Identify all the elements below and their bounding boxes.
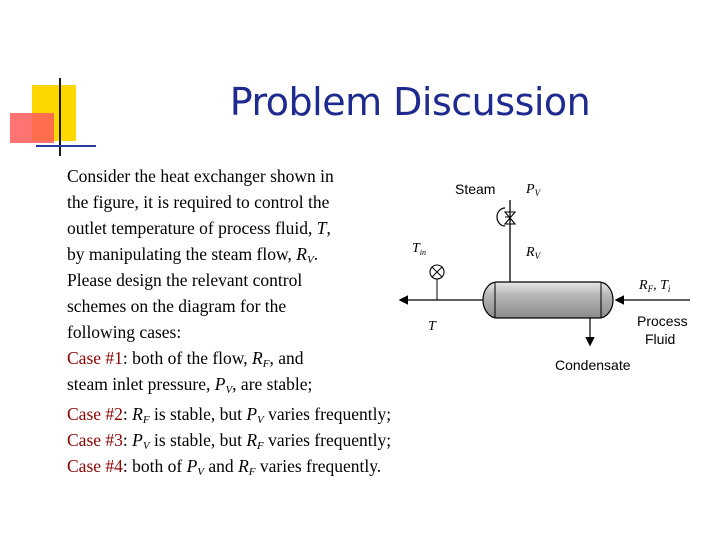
rf-t-label: $R_F$, $T_i$ — [639, 278, 671, 294]
var: P — [214, 374, 226, 394]
deco-horizontal-line — [36, 145, 96, 147]
text: , are stable; — [232, 374, 313, 394]
page-title: Problem Discussion — [229, 80, 591, 124]
sub: V — [257, 414, 264, 426]
text: by manipulating the steam flow, — [67, 244, 297, 264]
var-r: R — [296, 244, 307, 264]
case-label: Case #2 — [67, 404, 123, 424]
case-3 — [67, 430, 391, 456]
text: steam inlet pressure, — [67, 374, 215, 394]
var: P — [186, 456, 198, 476]
text: , and — [269, 348, 304, 368]
text: : — [122, 404, 133, 424]
body-line-4 — [67, 244, 318, 270]
sub: F — [262, 358, 270, 370]
var: R — [132, 404, 143, 424]
sub: V — [197, 466, 205, 478]
text: . — [313, 244, 319, 264]
var: R — [246, 430, 258, 450]
text: and — [204, 456, 239, 476]
text: : both of the flow, — [122, 348, 253, 368]
body-line-1: Consider the heat exchanger shown in — [67, 166, 334, 186]
corner-decoration — [0, 0, 120, 170]
deco-red-square — [10, 113, 54, 143]
fluid-label: Fluid — [645, 331, 676, 347]
text: varies frequently; — [263, 404, 392, 424]
tin-label: $T_{in}$ — [412, 241, 427, 257]
var: P — [132, 430, 143, 450]
condensate-label: Condensate — [555, 357, 631, 373]
var-t: T — [316, 218, 327, 238]
sub: V — [225, 384, 233, 396]
steam-label: Steam — [455, 181, 496, 197]
process-label: Process — [637, 313, 688, 329]
text: : — [122, 430, 133, 450]
t-out-label: T — [428, 319, 436, 334]
rv-label: $R_V$ — [526, 245, 541, 261]
text: outlet temperature of process fluid, — [67, 218, 317, 238]
case-label: Case #1 — [67, 348, 123, 368]
sub: F — [248, 466, 256, 478]
case-4 — [67, 456, 381, 482]
case-1-line-1 — [67, 348, 304, 374]
var: P — [246, 404, 258, 424]
body-line-7: following cases: — [67, 322, 182, 342]
var: R — [238, 456, 249, 476]
var: R — [252, 348, 263, 368]
body-line-3 — [67, 218, 331, 238]
sub: V — [306, 254, 314, 266]
text: : both of — [122, 456, 187, 476]
sub: F — [257, 440, 264, 452]
body-line-5: Please design the relevant control — [67, 270, 303, 290]
text: varies frequently; — [263, 430, 392, 450]
body-line-2: the figure, it is required to control the — [67, 192, 330, 212]
text: is stable, but — [149, 404, 247, 424]
pv-label: $P_V$ — [526, 182, 541, 198]
case-label: Case #3 — [67, 430, 123, 450]
sub: V — [142, 440, 150, 452]
text: , — [326, 218, 331, 238]
valve-actuator-icon — [497, 208, 505, 226]
sub: F — [142, 414, 150, 426]
body-line-6: schemes on the diagram for the — [67, 296, 287, 316]
case-label: Case #4 — [67, 456, 123, 476]
text: is stable, but — [149, 430, 247, 450]
case-1-line-2 — [67, 374, 312, 400]
heat-exchanger-diagram — [395, 172, 695, 382]
text: varies frequently. — [255, 456, 382, 476]
case-2 — [67, 404, 391, 430]
exchanger-shell — [483, 282, 613, 318]
